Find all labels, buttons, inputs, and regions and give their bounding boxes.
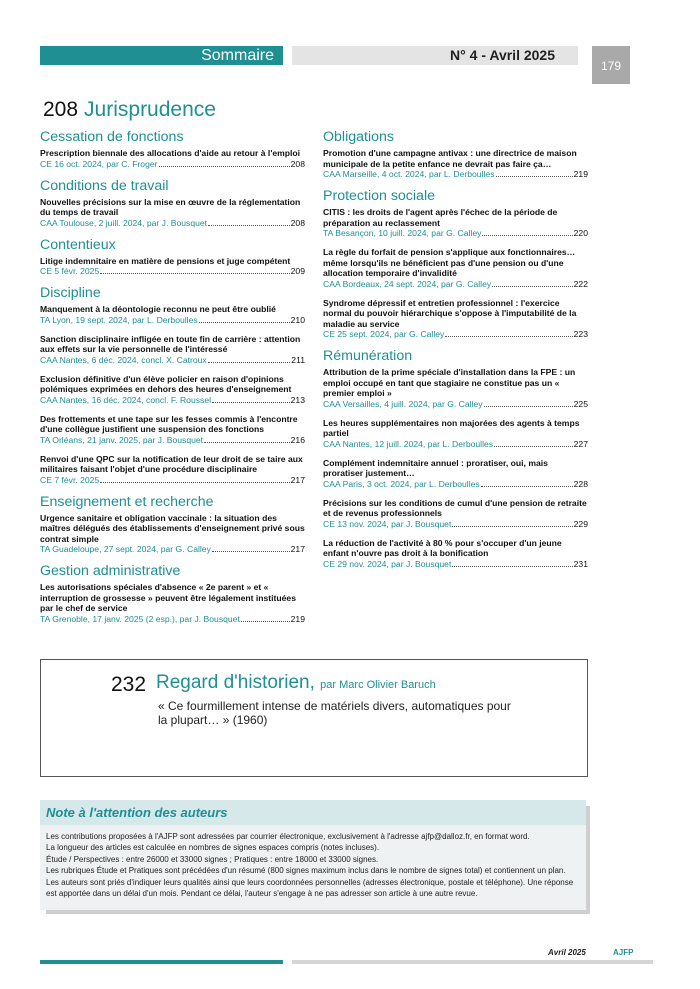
- toc-entry-source: CE 16 oct. 2024, par C. Froger: [40, 158, 158, 169]
- dot-leader: [199, 315, 290, 323]
- toc-entry-page: 219: [573, 169, 588, 179]
- toc-entry-title: La réduction de l'activité à 80 % pour s'occuper d'un jeune enfant n'ouvre pas droit à la bonification: [323, 537, 562, 558]
- header-title: Sommaire: [201, 47, 274, 64]
- toc-category-block: [40, 129, 305, 170]
- toc-entry[interactable]: [40, 414, 305, 446]
- toc-entry-reference: [323, 279, 588, 290]
- toc-entry-source: CE 5 févr. 2025: [40, 266, 100, 276]
- toc-entry-page: 231: [573, 558, 588, 569]
- toc-category-block: [323, 348, 588, 570]
- toc-entry-page: 208: [290, 217, 305, 228]
- toc-entry[interactable]: [40, 374, 305, 406]
- toc-category-heading: Rémunération: [323, 348, 413, 364]
- toc-entry[interactable]: [40, 304, 305, 326]
- toc-entry-source: CAA Toulouse, 2 juill. 2024, par J. Bousquet: [40, 217, 208, 228]
- toc-entry-page: 209: [290, 266, 305, 276]
- toc-category-heading: Protection sociale: [323, 188, 435, 204]
- toc-entry-source: CAA Nantes, 16 déc. 2024, concl. F. Roussel: [40, 394, 212, 405]
- toc-entry-title: Prescription biennale des allocations d'aide au retour à l'emploi: [40, 148, 301, 158]
- toc-entry[interactable]: [40, 256, 305, 278]
- note-body: [46, 831, 581, 899]
- dot-leader: [496, 169, 573, 177]
- toc-entry-title: Précisions sur les conditions de cumul d'une pension de retraite et de revenus professionnels: [323, 497, 587, 518]
- dot-leader: [241, 614, 290, 622]
- toc-entry-title: Des frottements et une tape sur les fesses commis à l'encontre d'une collègue justifient une suspension des fonctions: [40, 413, 298, 434]
- toc-entry[interactable]: [40, 148, 305, 170]
- toc-entry-page: 213: [290, 394, 305, 405]
- toc-entry[interactable]: [323, 498, 588, 530]
- toc-entry[interactable]: [323, 207, 588, 239]
- toc-entry[interactable]: [323, 418, 588, 450]
- historian-quote: « Ce fourmillement intense de matériels divers, automatiques pour la plupart… » (1960): [158, 699, 511, 727]
- toc-category-block: [40, 285, 305, 486]
- toc-entry[interactable]: [40, 454, 305, 486]
- toc-category-block: [40, 237, 305, 278]
- toc-entry[interactable]: [323, 367, 588, 410]
- toc-entry[interactable]: [323, 458, 588, 490]
- toc-entry-page: 217: [290, 544, 305, 554]
- toc-entry-reference: [40, 614, 305, 625]
- toc-entry-title: Les autorisations spéciales d'absence « 2e parent » et « interruption de grossesse » peuvent être légalement instituées par le chef de service: [40, 582, 296, 613]
- toc-entry-source: CE 7 févr. 2025: [40, 474, 100, 485]
- toc-entry-page: 210: [290, 314, 305, 325]
- toc-entry-title: Sanction disciplinaire infligée en toute fin de carrière : attention aux effets sur la vie personnelle de l'intéressé: [40, 333, 301, 354]
- toc-entry-title: Promotion d'une campagne antivax : une directrice de maison municipale de la petite enfance ne devrait pas faire ça…: [323, 148, 577, 169]
- historian-author: par Marc Olivier Baruch: [320, 679, 436, 691]
- toc-entry-reference: [40, 355, 305, 366]
- toc-entry-title: La règle du forfait de pension s'applique aux fonctionnaires… même lorsqu'ils ne bénéficient pas d'une pension ou d'une allocation temporaire d'invalidité: [323, 247, 576, 278]
- toc-entry-reference: [40, 218, 305, 229]
- toc-category-block: [40, 178, 305, 229]
- toc-category-block: [40, 494, 305, 556]
- toc-entry-reference: [323, 399, 588, 410]
- dot-leader: [212, 544, 290, 552]
- dot-leader: [208, 355, 291, 363]
- toc-category-heading: Cessation de fonctions: [40, 129, 184, 145]
- toc-entry-reference: [40, 475, 305, 486]
- dot-leader: [212, 395, 290, 403]
- dot-leader: [481, 479, 573, 487]
- toc-entry-reference: [40, 395, 305, 406]
- toc-entry[interactable]: [40, 197, 305, 229]
- toc-category-heading: Gestion administrative: [40, 563, 181, 579]
- toc-entry-reference: [40, 544, 305, 555]
- toc-entry-title: Renvoi d'une QPC sur la notification de leur droit de se taire aux militaires faisant l'objet d'une procédure disciplinaire: [40, 453, 303, 474]
- toc-entry-source: TA Lyon, 19 sept. 2024, par L. Derboulles: [40, 314, 198, 325]
- toc-category-heading: Contentieux: [40, 236, 116, 253]
- toc-entry-page: 228: [573, 478, 588, 489]
- section-heading: [43, 98, 216, 122]
- toc-entry-source: CAA Paris, 3 oct. 2024, par L. Derboulles: [323, 478, 480, 489]
- footer-teal-bar: [40, 960, 283, 964]
- toc-entry-title: Nouvelles précisions sur la mise en œuvre de la réglementation du temps de travail: [40, 196, 301, 217]
- note-shadow: [586, 806, 590, 914]
- toc-entry-source: CE 25 sept. 2024, par G. Calley: [323, 329, 445, 339]
- section-number: 208: [43, 98, 79, 121]
- toc-entry-page: 211: [291, 354, 305, 365]
- toc-entry-reference: [40, 159, 305, 170]
- toc-entry-source: CAA Marseille, 4 oct. 2024, par L. Derboulles: [323, 169, 495, 179]
- toc-entry[interactable]: [40, 334, 305, 366]
- toc-entry-source: TA Grenoble, 17 janv. 2025 (2 esp.), par J. Bousquet: [40, 613, 240, 624]
- toc-entry-page: 208: [290, 158, 305, 169]
- toc-entry-source: TA Orléans, 21 janv. 2025, par J. Bousquet: [40, 434, 204, 445]
- historian-box: [40, 659, 588, 777]
- toc-entry-reference: [323, 559, 588, 570]
- footer-date: Avril 2025: [548, 948, 586, 957]
- toc-category-block: [323, 129, 588, 180]
- toc-category-heading: Discipline: [40, 285, 101, 301]
- historian-page-number: 232: [111, 673, 147, 696]
- toc-entry-page: 216: [290, 434, 305, 445]
- dot-leader: [452, 519, 572, 527]
- issue-label: N° 4 - Avril 2025: [450, 47, 555, 63]
- toc-entry[interactable]: [323, 298, 588, 341]
- dot-leader: [204, 435, 290, 443]
- toc-entry-source: TA Besançon, 10 juill. 2024, par G. Calley: [323, 228, 482, 238]
- toc-entry-title: Litige indemnitaire en matière de pensions et juge compétent: [40, 255, 291, 266]
- note-line: Les contributions proposées à l'AJFP sont adressées par courrier électronique, exclusivement à l'adresse ajfp@dalloz.fr, en format word.: [46, 832, 530, 841]
- toc-entry-page: 223: [573, 329, 588, 339]
- toc-entry-reference: [323, 228, 588, 239]
- toc-entry[interactable]: [40, 513, 305, 556]
- dot-leader: [482, 228, 572, 236]
- toc-entry-reference: [323, 439, 588, 450]
- dot-leader: [159, 159, 290, 167]
- page-number-tab: 179: [592, 46, 630, 84]
- dot-leader: [445, 329, 572, 337]
- toc-entry-reference: [40, 435, 305, 446]
- toc-left-column: [40, 129, 305, 633]
- dot-leader: [100, 475, 289, 483]
- toc-entry-reference: [323, 169, 588, 180]
- toc-entry-page: 225: [573, 398, 588, 409]
- note-shadow: [46, 910, 590, 914]
- toc-entry-source: CAA Nantes, 12 juill. 2024, par L. Derboulles: [323, 438, 494, 449]
- dot-leader: [492, 279, 573, 287]
- toc-entry-title: Attribution de la prime spéciale d'installation dans la FPE : un emploi occupé en tant que stagiaire ne constitue pas un « premier emploi »: [323, 367, 576, 398]
- toc-entry-title: Exclusion définitive d'un élève policier en raison d'opinions polémiques exprimées en dehors des heures d'enseignement: [40, 373, 292, 394]
- toc-entry-title: Manquement à la déontologie reconnu ne peut être oublié: [40, 304, 276, 314]
- toc-entry-source: CE 29 nov. 2024, par J. Bousquet: [323, 558, 452, 569]
- toc-entry-title: Les heures supplémentaires non majorées des agents à temps partiel: [323, 417, 580, 438]
- toc-entry[interactable]: [323, 148, 588, 180]
- toc-entry-page: 229: [573, 518, 588, 529]
- toc-right-column: [323, 129, 588, 578]
- dot-leader: [494, 439, 573, 447]
- toc-entry-source: CAA Nantes, 6 déc. 2024, concl. X. Catroux: [40, 354, 207, 365]
- note-line: Étude / Perspectives : entre 26000 et 33000 signes ; Pratiques : entre 18000 et 33000 signes.: [46, 854, 379, 864]
- toc-entry-reference: [323, 329, 588, 340]
- toc-entry-source: CAA Versailles, 4 juill. 2024, par G. Calley: [323, 398, 483, 409]
- toc-entry-reference: [40, 266, 305, 277]
- toc-entry-source: CE 13 nov. 2024, par J. Bousquet: [323, 518, 452, 529]
- toc-entry-page: 227: [573, 438, 588, 449]
- toc-entry[interactable]: [323, 247, 588, 290]
- toc-entry-reference: [323, 519, 588, 530]
- toc-entry-page: 217: [290, 474, 305, 485]
- historian-title: [156, 672, 436, 694]
- toc-entry-reference: [40, 315, 305, 326]
- footer-gray-bar: [292, 960, 653, 964]
- toc-entry[interactable]: [323, 538, 588, 570]
- toc-entry-reference: [323, 479, 588, 490]
- note-title: Note à l'attention des auteurs: [46, 805, 228, 820]
- dot-leader: [452, 559, 572, 567]
- toc-entry-page: 219: [290, 613, 305, 624]
- dot-leader: [100, 266, 289, 274]
- note-line: Les rubriques Étude et Pratiques sont précédées d'un résumé (800 signes maximum inclus dans le nombre de signes total) et contiennent un plan.: [46, 866, 566, 876]
- toc-category-block: [40, 563, 305, 625]
- dot-leader: [484, 399, 573, 407]
- toc-entry-source: CAA Bordeaux, 24 sept. 2024, par G. Calley: [323, 278, 492, 289]
- note-line: Les auteurs sont priés d'indiquer leurs qualités ainsi que leurs coordonnées personnelles (adresses électronique, postale et téléphone). Une réponse est apportée dans un délai d'un mois. Pendant ce délai, l'auteur s'engage à ne pas adresser son article à une autre revue.: [46, 877, 574, 899]
- toc-category-heading: Enseignement et recherche: [40, 493, 214, 510]
- toc-entry-source: TA Guadeloupe, 27 sept. 2024, par G. Calley: [40, 544, 211, 554]
- dot-leader: [208, 218, 290, 226]
- toc-entry-page: 222: [573, 278, 588, 289]
- toc-entry-title: Urgence sanitaire et obligation vaccinale : la situation des maîtres délégués des établissements d'enseignement privé sous contrat simple: [40, 512, 305, 544]
- toc-entry-title: Syndrome dépressif et entretien professionnel : l'exercice normal du pouvoir hiérarchique s'oppose à l'imputabilité de la maladie au service: [323, 297, 577, 329]
- toc-category-block: [323, 188, 588, 340]
- toc-entry-title: Complément indemnitaire annuel : proratiser, oui, mais proratiser justement…: [323, 457, 548, 478]
- toc-category-heading: Obligations: [323, 129, 394, 145]
- section-name: Jurisprudence: [84, 98, 216, 121]
- historian-title-text: Regard d'historien,: [156, 672, 315, 693]
- note-line: La longueur des articles est calculée en nombres de signes espaces compris (notes incluses).: [46, 843, 380, 853]
- toc-entry[interactable]: [40, 582, 305, 625]
- footer-brand: AJFP: [613, 948, 634, 957]
- toc-entry-page: 220: [573, 228, 588, 238]
- toc-category-heading: Conditions de travail: [40, 177, 169, 194]
- toc-entry-title: CITIS : les droits de l'agent après l'échec de la période de préparation au reclassement: [323, 207, 558, 228]
